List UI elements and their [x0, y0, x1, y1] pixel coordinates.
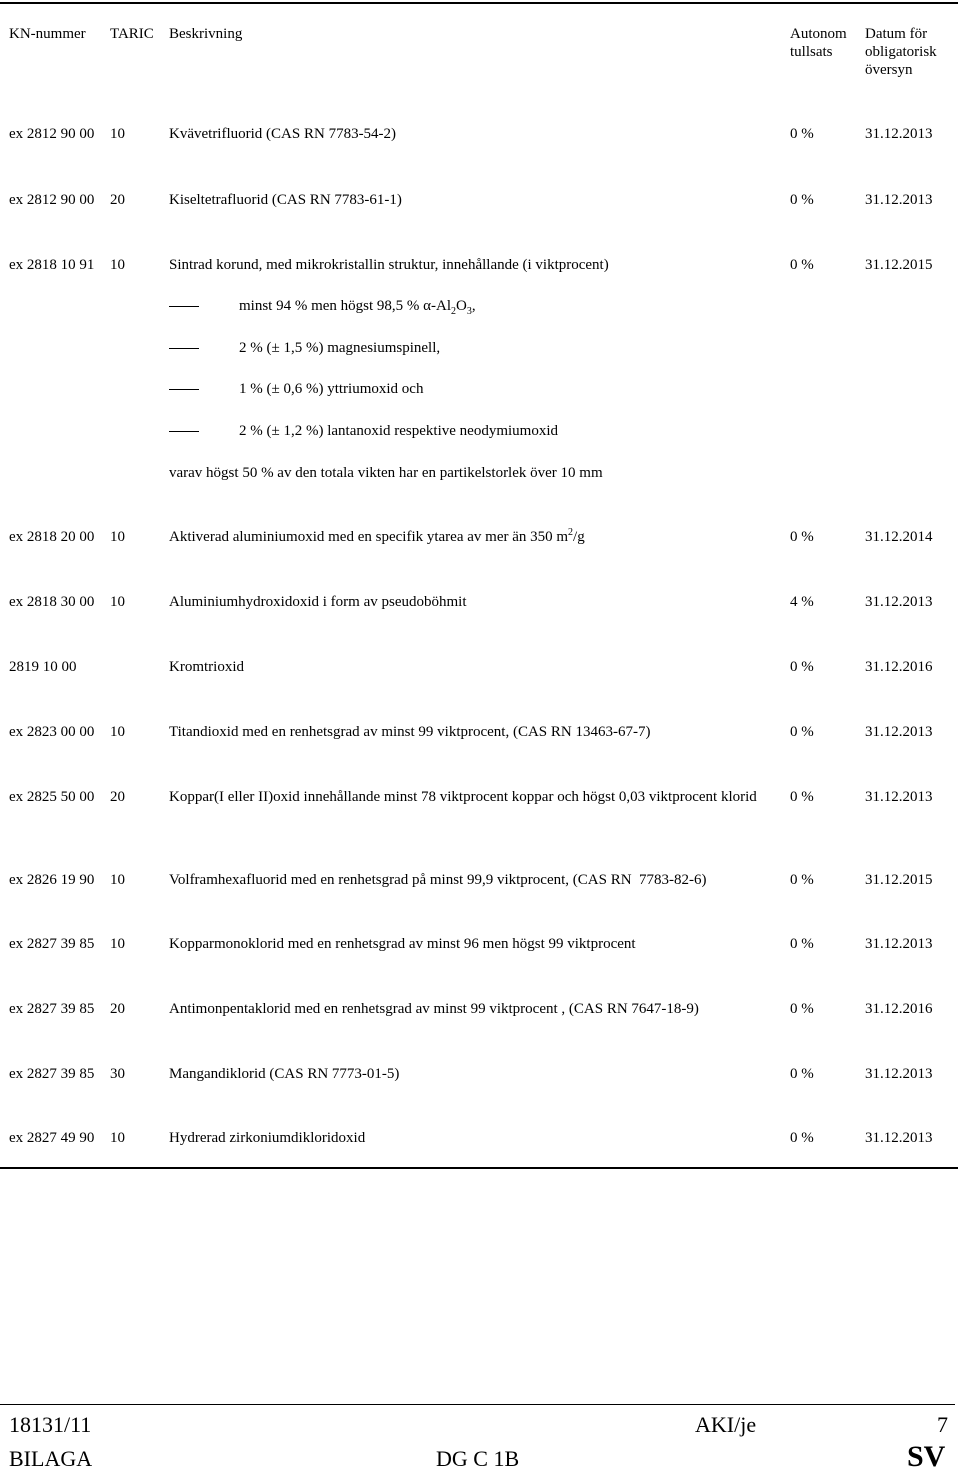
row-rate: 0 % — [790, 872, 814, 888]
header-kn: KN-nummer — [9, 26, 86, 42]
row-date: 31.12.2015 — [865, 257, 933, 273]
row-rate: 0 % — [790, 936, 814, 952]
subscript: 2 — [451, 306, 457, 317]
header-rate-line1: Autonom — [790, 26, 847, 42]
dash-marker — [169, 348, 199, 349]
row-rate: 0 % — [790, 1130, 814, 1146]
row-taric: 20 — [110, 192, 125, 208]
row-description: Mangandiklorid (CAS RN 7773-01-5) — [169, 1066, 400, 1082]
row-taric: 10 — [110, 872, 125, 888]
sub-item: 1 % (± 0,6 %) yttriumoxid och — [239, 381, 424, 397]
row-description: Kromtrioxid — [169, 659, 244, 675]
row-taric: 10 — [110, 594, 125, 610]
dash-marker — [169, 389, 199, 390]
row-rate: 0 % — [790, 192, 814, 208]
dash-marker — [169, 431, 199, 432]
row-kn: ex 2827 39 85 — [9, 936, 95, 952]
row-description — [169, 528, 585, 546]
row-kn: ex 2827 39 85 — [9, 1001, 95, 1017]
sub-item-text: minst 94 % men högst 98,5 % α-Al — [239, 298, 452, 314]
row-rate: 0 % — [790, 789, 814, 805]
row-rate: 0 % — [790, 724, 814, 740]
row-kn: ex 2825 50 00 — [9, 789, 95, 805]
row-date: 31.12.2013 — [865, 126, 933, 142]
table-bottom-rule — [0, 1167, 958, 1169]
row-rate: 0 % — [790, 1066, 814, 1082]
row-kn: ex 2827 39 85 — [9, 1066, 95, 1082]
row-date: 31.12.2015 — [865, 872, 933, 888]
row-date: 31.12.2013 — [865, 192, 933, 208]
header-taric: TARIC — [110, 26, 154, 42]
row-kn: ex 2827 49 90 — [9, 1130, 95, 1146]
header-date-line1: Datum för — [865, 26, 928, 42]
author-initials: AKI/je — [695, 1412, 757, 1437]
header-date-line2: obligatorisk — [865, 44, 937, 60]
sub-item-text: , — [471, 298, 476, 314]
header-top-rule — [0, 2, 958, 4]
row-rate: 0 % — [790, 659, 814, 675]
row-rate: 0 % — [790, 257, 814, 273]
row-kn: ex 2818 30 00 — [9, 594, 95, 610]
sub-item: 2 % (± 1,2 %) lantanoxid respektive neodymiumoxid — [239, 423, 558, 439]
row-description: Volframhexafluorid med en renhetsgrad på minst 99,9 viktprocent, (CAS RN 7783-82-6) — [169, 872, 707, 888]
row-taric: 30 — [110, 1066, 125, 1082]
row-taric: 10 — [110, 724, 125, 740]
row-kn: ex 2812 90 00 — [9, 126, 95, 142]
sub-item-text: O — [456, 298, 467, 314]
row-kn: ex 2823 00 00 — [9, 724, 95, 740]
annex-label: BILAGA — [9, 1446, 93, 1471]
row-kn: ex 2818 10 91 — [9, 257, 95, 273]
row-rate: 0 % — [790, 126, 814, 142]
header-description: Beskrivning — [169, 26, 243, 42]
row-date: 31.12.2013 — [865, 724, 933, 740]
row-description: Sintrad korund, med mikrokristallin struktur, innehållande (i viktprocent) — [169, 257, 609, 273]
dash-marker — [169, 306, 199, 307]
sub-note: varav högst 50 % av den totala vikten har en partikelstorlek över 10 mm — [169, 465, 603, 481]
row-description-text: Aktiverad aluminiumoxid med en specifik ytarea av mer än 350 m — [169, 529, 569, 545]
row-description-text: /g — [573, 529, 585, 545]
row-description: Kiseltetrafluorid (CAS RN 7783-61-1) — [169, 192, 402, 208]
row-taric: 10 — [110, 126, 125, 142]
row-taric: 20 — [110, 1001, 125, 1017]
page-number: 7 — [937, 1412, 948, 1437]
row-rate: 4 % — [790, 594, 814, 610]
row-date: 31.12.2016 — [865, 1001, 933, 1017]
row-description: Titandioxid med en renhetsgrad av minst 99 viktprocent, (CAS RN 13463-67-7) — [169, 724, 651, 740]
language-code: SV — [907, 1440, 946, 1473]
row-kn: 2819 10 00 — [9, 659, 77, 675]
doc-number: 18131/11 — [9, 1412, 92, 1437]
sub-item — [239, 297, 476, 315]
row-rate: 0 % — [790, 1001, 814, 1017]
row-taric: 20 — [110, 789, 125, 805]
dg-label: DG C 1B — [436, 1446, 520, 1471]
row-rate: 0 % — [790, 529, 814, 545]
row-description: Antimonpentaklorid med en renhetsgrad av minst 99 viktprocent , (CAS RN 7647-18-9) — [169, 1001, 699, 1017]
row-description: Hydrerad zirkoniumdikloridoxid — [169, 1130, 366, 1146]
row-date: 31.12.2013 — [865, 936, 933, 952]
row-taric: 10 — [110, 529, 125, 545]
row-description: Kvävetrifluorid (CAS RN 7783-54-2) — [169, 126, 397, 142]
row-taric: 10 — [110, 1130, 125, 1146]
row-description: Koppar(I eller II)oxid innehållande minst 78 viktprocent koppar och högst 0,03 viktprocent klorid — [169, 789, 757, 805]
row-description: Aluminiumhydroxidoxid i form av pseudoböhmit — [169, 594, 467, 610]
row-date: 31.12.2016 — [865, 659, 933, 675]
row-kn: ex 2826 19 90 — [9, 872, 95, 888]
header-date-line3: översyn — [865, 62, 913, 78]
row-taric: 10 — [110, 257, 125, 273]
row-kn: ex 2812 90 00 — [9, 192, 95, 208]
footer-rule — [0, 1404, 955, 1405]
row-taric: 10 — [110, 936, 125, 952]
row-kn: ex 2818 20 00 — [9, 529, 95, 545]
row-date: 31.12.2014 — [865, 529, 933, 545]
row-date: 31.12.2013 — [865, 594, 933, 610]
row-description: Kopparmonoklorid med en renhetsgrad av minst 96 men högst 99 viktprocent — [169, 936, 636, 952]
row-date: 31.12.2013 — [865, 1066, 933, 1082]
row-date: 31.12.2013 — [865, 789, 933, 805]
header-rate-line2: tullsats — [790, 44, 833, 60]
subscript: 3 — [466, 306, 472, 317]
superscript: 2 — [568, 527, 574, 538]
row-date: 31.12.2013 — [865, 1130, 933, 1146]
sub-item: 2 % (± 1,5 %) magnesiumspinell, — [239, 340, 441, 356]
